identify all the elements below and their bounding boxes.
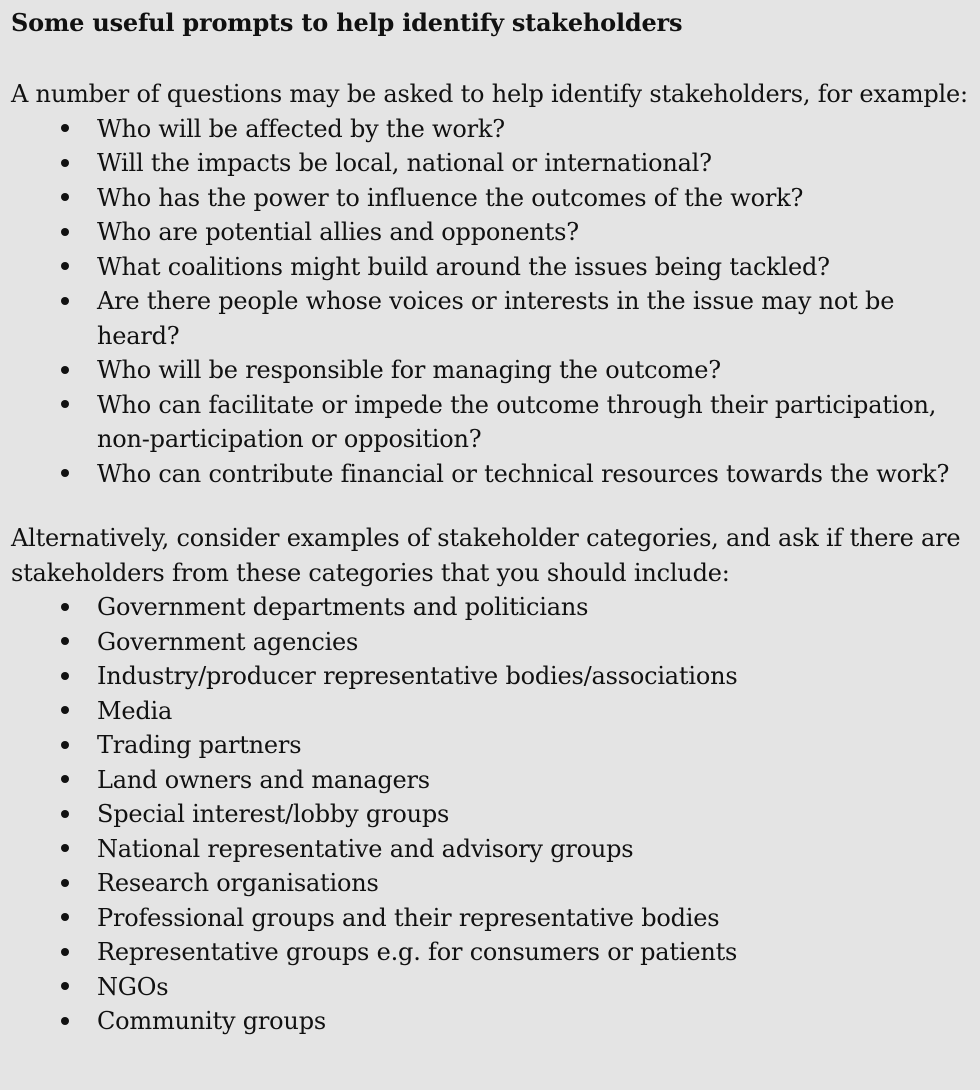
bullet-icon	[55, 590, 75, 625]
bullet-icon	[55, 901, 75, 936]
list-item-text: National representative and advisory groups	[97, 834, 634, 863]
bullet-icon	[55, 146, 75, 181]
bullet-icon	[55, 797, 75, 832]
list-item	[11, 353, 970, 388]
bullet-icon	[55, 1004, 75, 1039]
questions-list	[11, 112, 970, 492]
list-item	[11, 935, 970, 970]
list-item	[11, 112, 970, 147]
spacer	[11, 491, 970, 521]
categories-list	[11, 590, 970, 1039]
list-item-text: Special interest/lobby groups	[97, 800, 450, 828]
list-item	[11, 625, 970, 660]
list-item	[11, 457, 970, 492]
list-item-text: Media	[97, 696, 173, 725]
list-item-text: Industry/producer representative bodies/associations	[97, 662, 738, 690]
bullet-icon	[55, 112, 75, 147]
document-title: Some useful prompts to help identify stakeholders	[11, 8, 683, 37]
list-item	[11, 970, 970, 1005]
list-item	[11, 215, 970, 250]
list-item-text: Professional groups and their representative bodies	[97, 903, 720, 932]
list-item-text: Government agencies	[97, 627, 359, 656]
list-item	[11, 901, 970, 936]
list-item	[11, 797, 970, 832]
bullet-icon	[55, 250, 75, 285]
list-item-text: Government departments and politicians	[97, 593, 589, 621]
bullet-icon	[55, 388, 75, 423]
list-item-text: Community groups	[97, 1007, 326, 1035]
bullet-icon	[55, 353, 75, 388]
bullet-icon	[55, 659, 75, 694]
spacer	[11, 40, 970, 77]
list-item	[11, 728, 970, 763]
bullet-icon	[55, 625, 75, 660]
bullet-icon	[55, 866, 75, 901]
list-item	[11, 181, 970, 216]
list-item-text: Representative groups e.g. for consumers or patients	[97, 938, 738, 966]
list-item-text: Research organisations	[97, 869, 379, 897]
list-item-text: Who can facilitate or impede the outcome through their participation, non-participation or opposition?	[97, 390, 937, 453]
list-item	[11, 763, 970, 798]
list-item	[11, 694, 970, 729]
bullet-icon	[55, 181, 75, 216]
list-item-text: Who can contribute financial or technical resources towards the work?	[97, 459, 950, 488]
list-item-text: Land owners and managers	[97, 765, 430, 794]
bullet-icon	[55, 215, 75, 250]
list-item	[11, 832, 970, 867]
bullet-icon	[55, 728, 75, 763]
bullet-icon	[55, 457, 75, 492]
list-item-text: Who are potential allies and opponents?	[97, 218, 579, 246]
list-item-text: Who will be responsible for managing the outcome?	[97, 356, 721, 384]
list-item	[11, 284, 970, 353]
list-item	[11, 1004, 970, 1039]
list-item	[11, 866, 970, 901]
list-item	[11, 250, 970, 285]
list-item-text: NGOs	[97, 972, 169, 1001]
list-item	[11, 590, 970, 625]
bullet-icon	[55, 763, 75, 798]
bullet-icon	[55, 970, 75, 1005]
bullet-icon	[55, 832, 75, 867]
intro-paragraph: A number of questions may be asked to help identify stakeholders, for example:	[11, 80, 968, 108]
list-item-text: Trading partners	[97, 731, 302, 759]
list-item-text: What coalitions might build around the issues being tackled?	[97, 252, 830, 281]
list-item-text: Who will be affected by the work?	[97, 114, 505, 143]
bullet-icon	[55, 935, 75, 970]
list-item	[11, 659, 970, 694]
bullet-icon	[55, 284, 75, 319]
list-item-text: Are there people whose voices or interests in the issue may not be heard?	[97, 287, 895, 350]
list-item	[11, 146, 970, 181]
bullet-icon	[55, 694, 75, 729]
list-item-text: Will the impacts be local, national or international?	[97, 149, 712, 177]
alternative-paragraph: Alternatively, consider examples of stakeholder categories, and ask if there are stakeholders from these categories that you should include:	[11, 524, 961, 587]
list-item-text: Who has the power to influence the outcomes of the work?	[97, 183, 804, 212]
list-item	[11, 388, 970, 457]
